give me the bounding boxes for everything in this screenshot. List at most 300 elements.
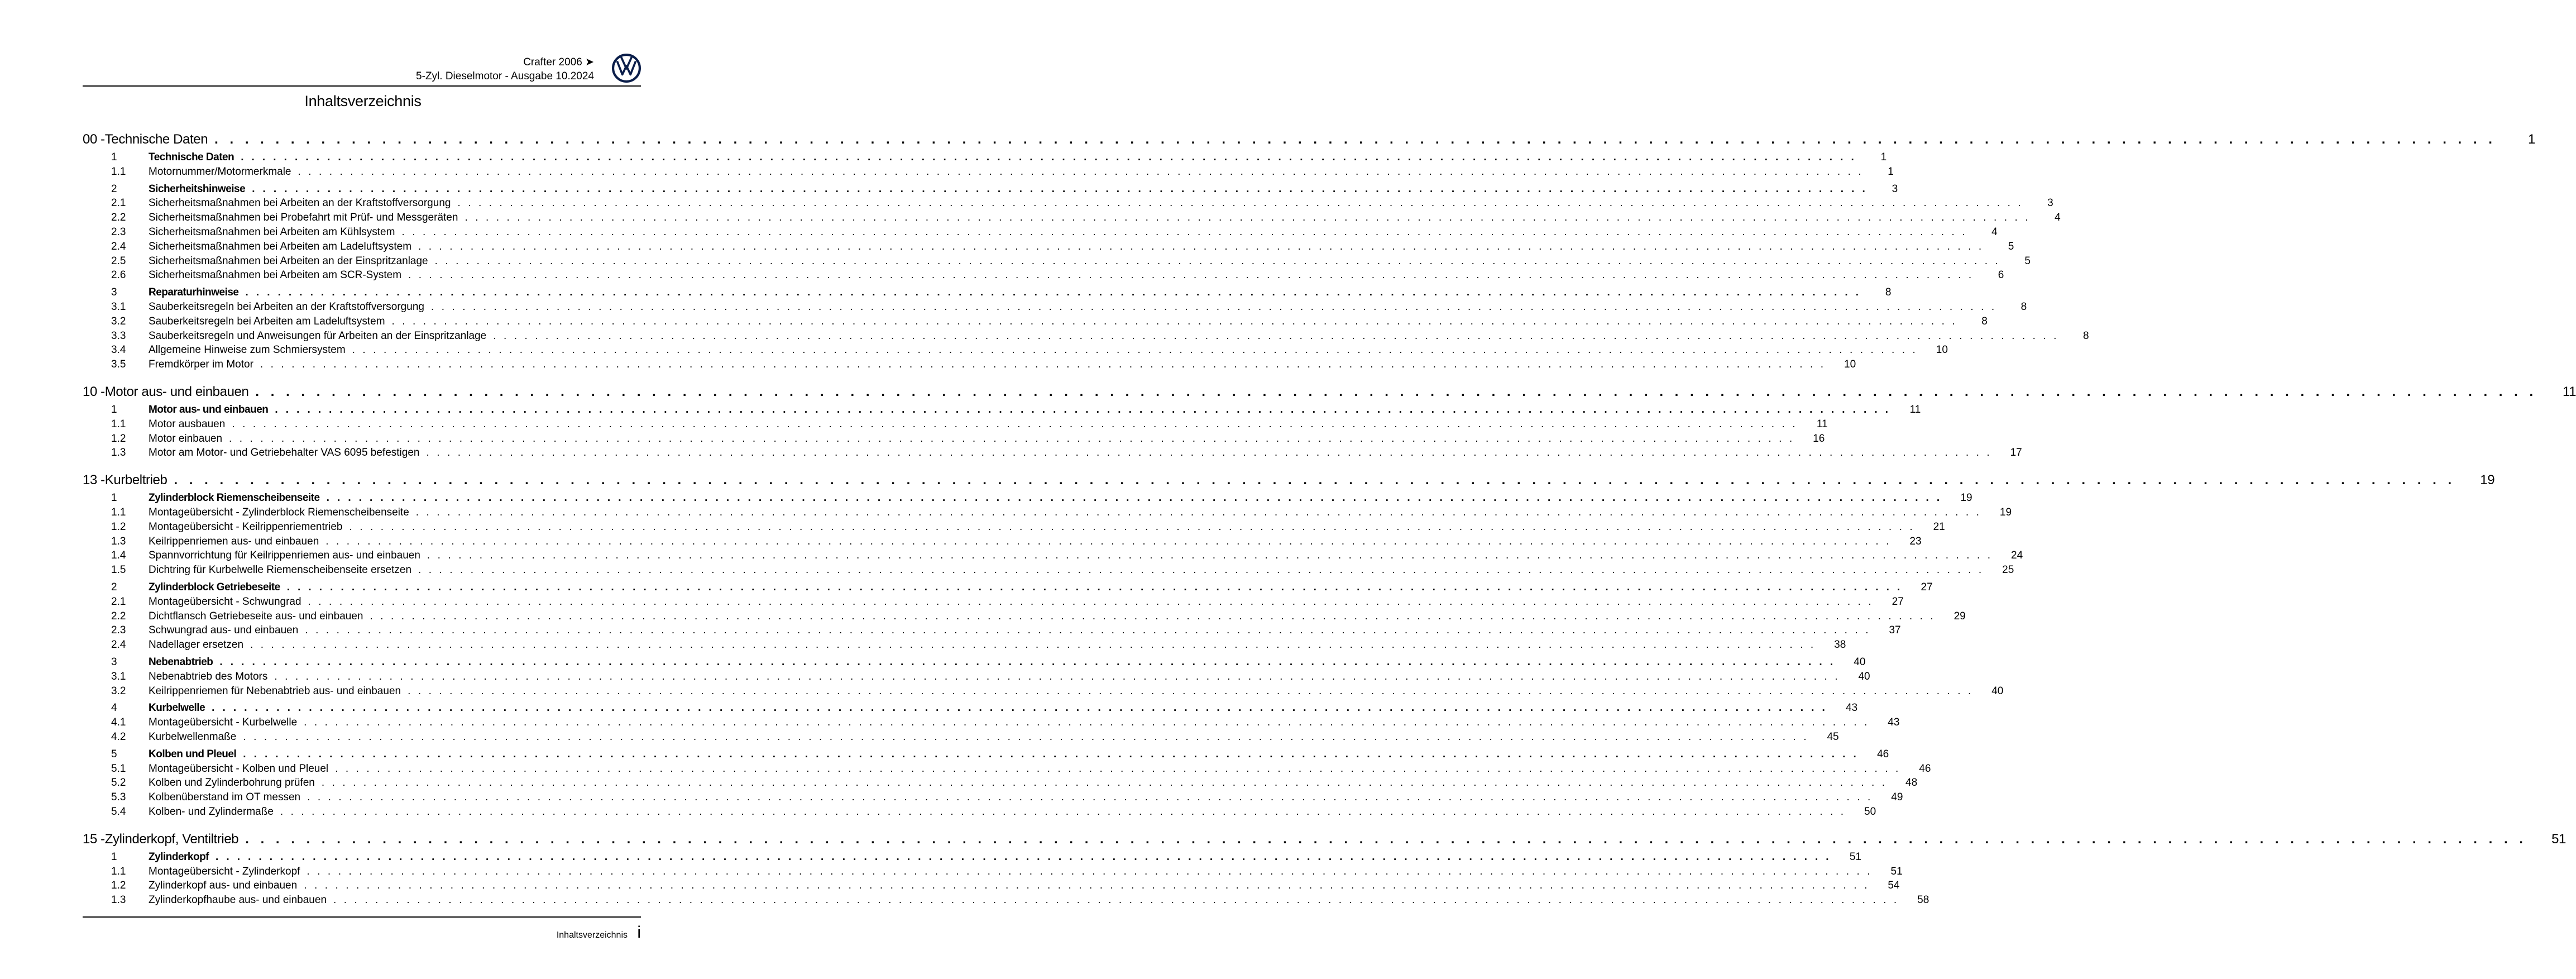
toc-entry-title: Keilrippenriemen aus- und einbauen xyxy=(149,535,319,547)
toc-entry-page: 45 xyxy=(1827,731,1839,743)
toc-entry-page: 23 xyxy=(1909,535,1922,547)
toc-entry-sub[interactable] xyxy=(83,610,1966,623)
toc-entry-number: 1.1 xyxy=(111,418,126,430)
dot-leader: . . . . . . . . . . . . . . . . . . . . . . . . . . . . . . . . . . . . . . . . . . . . . . . . . . . . . . . . . . . . . . . . . . . . . . . . . . . . . . . . . . . . . . . . . . . . . . . . . . . . . . . . . . . . . . . . . . . . . . . . . . . . . . . . . . . . . . . . . . . . . . . . . . . . . . xyxy=(274,670,1840,682)
toc-entry-title: Montageübersicht - Zylinderblock Riemenscheibenseite xyxy=(149,507,409,518)
toc-entry-label xyxy=(83,404,268,416)
toc-entry-chapter[interactable] xyxy=(83,384,2576,400)
toc-entry-title: Dichtflansch Getriebeseite aus- und einbauen xyxy=(149,610,363,622)
toc-entry-number: 1.3 xyxy=(111,447,126,459)
toc-entry-sub[interactable] xyxy=(83,762,1931,775)
toc-entry-page: 40 xyxy=(1858,670,1870,682)
toc-entry-page: 46 xyxy=(1877,748,1889,760)
toc-entry-page: 6 xyxy=(1998,269,2004,281)
toc-entry-page: 21 xyxy=(1933,520,1945,533)
toc-entry-title: Zylinderkopfhaube aus- und einbauen xyxy=(149,894,327,906)
toc-entry-chapter[interactable] xyxy=(83,132,2535,147)
toc-entry-page: 54 xyxy=(1888,880,1900,892)
toc-entry-title: Motor aus- und einbauen xyxy=(149,404,269,416)
toc-entry-sub[interactable] xyxy=(83,507,2012,519)
toc-entry-sub[interactable] xyxy=(83,447,2022,459)
toc-entry-page: 43 xyxy=(1845,702,1858,714)
toc-title: Inhaltsverzeichnis xyxy=(304,93,422,109)
toc-entry-number: 2.4 xyxy=(111,639,126,651)
toc-entry-label xyxy=(83,806,274,818)
toc-entry-title: Motor aus- und einbauen xyxy=(104,384,249,399)
toc-entry-label xyxy=(83,384,248,400)
dot-leader: . . . . . . . . . . . . . . . . . . . . . . . . . . . . . . . . . . . . . . . . . . . . . . . . . . . . . . . . . . . . . . . . . . . . . . . . . . . . . . . . . . . . . . . . . . . . . . . . . . . . . . . . . . . . . . . . . . . . . . . . . . . . . . . . . . . . . . . . . . . . . . . . . . . . . . xyxy=(275,404,1891,416)
toc-entry-number: 1.3 xyxy=(111,894,126,906)
toc-entry-sub[interactable] xyxy=(83,731,1839,743)
toc-entry-section[interactable] xyxy=(83,581,1933,594)
toc-entry-number: 3.2 xyxy=(111,315,126,327)
toc-entry-number: 1.3 xyxy=(111,535,126,547)
toc-entry-section[interactable] xyxy=(83,656,1866,668)
toc-entry-page: 29 xyxy=(1953,610,1966,622)
toc-entry-page: 11 xyxy=(1909,404,1921,416)
toc-entry-chapter[interactable] xyxy=(83,472,2495,488)
dot-leader: . . . . . . . . . . . . . . . . . . . . . . . . . . . . . . . . . . . . . . . . . . . . . . . . . . . . . . . . . . . . . . . . . . . . . . . . . . . . . . . . . . . . . . . . . . . . . . . . . . . . . . . . . . . . . . . . . . . . . . . . . . . . . . . . . . . . . . . . . . . . . . . . . . . . . . xyxy=(298,165,1864,178)
toc-entry-page: 8 xyxy=(2020,301,2027,313)
toc-entry-title: Kurbelwellenmaße xyxy=(149,731,237,743)
dot-leader: . . . . . . . . . . . . . . . . . . . . . . . . . . . . . . . . . . . . . . . . . . . . . . . . . . . . . . . . . . . . . . . . . . . . . . . . . . . . . . . . . . . . . . . . . . . . . . . . . . . . . . . . . . . . . . . . . . . . . . . . . . . . . . . . . . . . . . . . . . . . . . . . . . . . . . xyxy=(232,418,1798,430)
toc-entry-number: 5.1 xyxy=(111,762,126,775)
toc-entry-label xyxy=(83,212,458,224)
toc-entry-title: Montageübersicht - Keilrippenriementrieb xyxy=(149,520,343,533)
toc-entry-number: 3.2 xyxy=(111,685,126,697)
toc-entry-page: 38 xyxy=(1834,639,1846,651)
toc-entry-label xyxy=(83,702,205,714)
toc-entry-title: Sauberkeitsregeln und Anweisungen für Arbeiten an der Einspritzanlage xyxy=(149,329,487,342)
toc-entry-label xyxy=(83,433,222,445)
toc-entry-page: 16 xyxy=(1813,432,1825,445)
toc-entry-label xyxy=(83,717,297,729)
toc-entry-sub[interactable] xyxy=(83,165,1894,178)
toc-entry-page: 19 xyxy=(2480,472,2495,488)
toc-entry-page: 8 xyxy=(2082,329,2089,342)
toc-entry-title: Kolbenüberstand im OT messen xyxy=(149,791,301,804)
toc-entry-number: 1.4 xyxy=(111,550,126,562)
toc-entry-title: Spannvorrichtung für Keilrippenriemen aus- und einbauen xyxy=(149,550,420,562)
toc-entry-label xyxy=(83,255,428,268)
toc-entry-section[interactable] xyxy=(83,183,1898,195)
toc-entry-label xyxy=(83,226,395,238)
toc-entry-number: 1 xyxy=(111,404,117,416)
toc-entry-label xyxy=(83,550,420,562)
page-number: i xyxy=(637,923,641,942)
toc-entry-number: 00 - xyxy=(83,132,105,147)
toc-entry-number: 3.5 xyxy=(111,359,126,371)
toc-entry-number: 4.1 xyxy=(111,717,126,729)
dot-leader: . . . . . . . . . . . . . . . . . . . . . . . . . . . . . . . . . . . . . . . . . . . . . . . . . . . . . . . . . . . . . . . . . . . . . . . . . . . . . . . . . . . . . . . . . . . . . . . . . . . . . . . . . . . . . . . . . . . . . . . . . . . . . . . . . . . . . . . . . . . . . . . . . . . . . . xyxy=(418,240,1984,252)
toc-entry-label xyxy=(83,359,253,371)
dot-leader: . . . . . . . . . . . . . . . . . . . . . . . . . . . . . . . . . . . . . . . . . . . . . . . . . . . . . . . . . . . . . . . . . . . . . . . . . . . . . . . . . . . . . . . . . . . . . . . . . . . . . . . . . . . . . . . . . . . . . . . . . . . . . . . . . . . . . . . . . . . . . . . . . . . . . . xyxy=(391,315,1957,327)
toc-entry-page: 4 xyxy=(1991,226,1998,238)
toc-entry-label xyxy=(83,472,167,488)
toc-entry-label xyxy=(83,894,327,906)
toc-entry-label xyxy=(83,748,236,761)
toc-entry-page: 1 xyxy=(1888,165,1894,178)
toc-entry-number: 4 xyxy=(111,702,117,714)
footer-label: Inhaltsverzeichnis xyxy=(556,930,628,940)
toc-entry-title: Schwungrad aus- und einbauen xyxy=(149,624,299,637)
toc-entry-label xyxy=(83,624,298,637)
toc-entry-page: 51 xyxy=(1849,851,1861,863)
toc-entry-sub[interactable] xyxy=(83,301,2027,313)
toc-entry-label xyxy=(83,197,451,209)
toc-entry-section[interactable] xyxy=(83,748,1889,761)
toc-entry-number: 1.1 xyxy=(111,165,126,178)
toc-entry-number: 1.2 xyxy=(111,432,126,445)
toc-entry-sub[interactable] xyxy=(83,564,2014,576)
toc-entry-page: 10 xyxy=(1844,359,1856,371)
toc-entry-title: Sauberkeitsregeln bei Arbeiten am Ladeluftsystem xyxy=(149,315,385,327)
toc-entry-title: Sicherheitshinweise xyxy=(149,183,246,195)
toc-entry-number: 3.1 xyxy=(111,301,126,313)
toc-entry-sub[interactable] xyxy=(83,670,1870,683)
toc-entry-title: Motor einbauen xyxy=(149,432,223,445)
toc-entry-title: Zylinderkopf aus- und einbauen xyxy=(149,880,298,892)
dot-leader: . . . . . . . . . . . . . . . . . . . . . . . . . . . . . . . . . . . . . . . . . . . . . . . . . . . . . . . . . . . . . . . . . . . . . . . . . . . . . . . . . . . . . . . . . . . . . . . . . . . . . . . . . . . . . . . . . . . . . . . . . . . . . . . . . . . . . . . . . . . . . . . . . . . . . . xyxy=(325,535,1892,547)
toc-entry-page: 37 xyxy=(1889,624,1901,637)
dot-leader: . . . . . . . . . . . . . . . . . . . . . . . . . . . . . . . . . . . . . . . . . . . . . . . . . . . . . . . . . . . . . . . . . . . . . . . . . . . . . . . . . . . . . . . . . . . . . . . . . . . . . . . . . . . . . . . . . . . . . . . . . . . . . . . . . . . . . . . . . . . . . . . . . . . . . . xyxy=(321,777,1888,789)
toc-entry-number: 2.6 xyxy=(111,269,126,281)
toc-entry-label xyxy=(83,536,319,548)
toc-entry-number: 3.3 xyxy=(111,329,126,342)
toc-entry-label xyxy=(83,685,401,698)
toc-entry-number: 3.1 xyxy=(111,670,126,682)
toc-entry-page: 19 xyxy=(1999,507,2012,518)
toc-entry-sub[interactable] xyxy=(83,197,2053,209)
toc-entry-page: 8 xyxy=(1885,286,1892,299)
dot-leader: . . . . . . . . . . . . . . . . . . . . . . . . . . . . . . . . . . . . . . . . . . . . . . . . . . . . . . . . . . . . . . . . . . . . . . . . . . . . . . . . . . . . . . . . . . . . . . . . . . . . . . . . . . . . . . . . . . . . . . . . . . . . . . . . . . . . . . . . . . . . . . . . . . . . . . xyxy=(174,472,2456,488)
toc-entry-sub[interactable] xyxy=(83,226,1998,238)
toc-entry-number: 1 xyxy=(111,851,117,863)
toc-entry-title: Sicherheitsmaßnahmen bei Arbeiten am Kühlsystem xyxy=(149,226,395,238)
toc-entry-page: 4 xyxy=(2055,212,2061,224)
toc-entry-sub[interactable] xyxy=(83,806,1876,818)
toc-entry-title: Allgemeine Hinweise zum Schmiersystem xyxy=(149,344,346,356)
toc-entry-number: 2.2 xyxy=(111,212,126,224)
toc-entry-sub[interactable] xyxy=(83,212,2061,224)
toc-entry-number: 1.1 xyxy=(111,507,126,518)
dot-leader: . . . . . . . . . . . . . . . . . . . . . . . . . . . . . . . . . . . . . . . . . . . . . . . . . . . . . . . . . . . . . . . . . . . . . . . . . . . . . . . . . . . . . . . . . . . . . . . . . . . . . . . . . . . . . . . . . . . . . . . . . . . . . . . . . . . . . . . . . . . . . . . . . . . . . . xyxy=(408,685,1974,697)
toc-entry-number: 15 - xyxy=(83,831,105,847)
toc-entry-page: 1 xyxy=(2527,132,2535,147)
toc-entry-section[interactable] xyxy=(83,851,1861,863)
toc-entry-title: Sicherheitsmaßnahmen bei Arbeiten an der Kraftstoffversorgung xyxy=(149,197,451,209)
dot-leader: . . . . . . . . . . . . . . . . . . . . . . . . . . . . . . . . . . . . . . . . . . . . . . . . . . . . . . . . . . . . . . . . . . . . . . . . . . . . . . . . . . . . . . . . . . . . . . . . . . . . . . . . . . . . . . . . . . . . . . . . . . . . . . . . . . . . . . . . . . . . . . . . . . . . . . xyxy=(260,359,1826,371)
toc-entry-page: 48 xyxy=(1905,777,1918,789)
toc-entry-label xyxy=(83,166,291,178)
dot-leader: . . . . . . . . . . . . . . . . . . . . . . . . . . . . . . . . . . . . . . . . . . . . . . . . . . . . . . . . . . . . . . . . . . . . . . . . . . . . . . . . . . . . . . . . . . . . . . . . . . . . . . . . . . . . . . . . . . . . . . . . . . . . . . . . . . . . . . . . . . . . . . . . . . . . . . xyxy=(427,550,1993,562)
toc-entry-label xyxy=(83,596,301,608)
toc-entry-page: 5 xyxy=(2008,240,2014,252)
dot-leader: . . . . . . . . . . . . . . . . . . . . . . . . . . . . . . . . . . . . . . . . . . . . . . . . . . . . . . . . . . . . . . . . . . . . . . . . . . . . . . . . . . . . . . . . . . . . . . . . . . . . . . . . . . . . . . . . . . . . . . . . . . . . . . . . . . . . . . . . . . . . . . . . . . . . . . xyxy=(286,581,1903,593)
toc-entry-sub[interactable] xyxy=(83,894,1929,906)
vehicle-model: Crafter 2006 ➤ xyxy=(523,56,594,68)
toc-entry-title: Technische Daten xyxy=(104,132,208,147)
toc-entry-label xyxy=(83,791,300,804)
dot-leader: . . . . . . . . . . . . . . . . . . . . . . . . . . . . . . . . . . . . . . . . . . . . . . . . . . . . . . . . . . . . . . . . . . . . . . . . . . . . . . . . . . . . . . . . . . . . . . . . . . . . . . . . . . . . . . . . . . . . . . . . . . . . . . . . . . . . . . . . . . . . . . . . . . . . . . xyxy=(430,301,1997,313)
toc-entry-section[interactable] xyxy=(83,404,1921,416)
toc-entry-label xyxy=(83,269,401,281)
toc-entry-number: 1.1 xyxy=(111,865,126,877)
dot-leader: . . . . . . . . . . . . . . . . . . . . . . . . . . . . . . . . . . . . . . . . . . . . . . . . . . . . . . . . . . . . . . . . . . . . . . . . . . . . . . . . . . . . . . . . . . . . . . . . . . . . . . . . . . . . . . . . . . . . . . . . . . . . . . . . . . . . . . . . . . . . . . . . . . . . . . xyxy=(333,894,1899,906)
toc-entry-label xyxy=(83,316,385,328)
toc-entry-sub[interactable] xyxy=(83,865,1903,878)
toc-entry-sub[interactable] xyxy=(83,344,1948,356)
toc-entry-page: 46 xyxy=(1919,762,1931,775)
toc-entry-sub[interactable] xyxy=(83,624,1901,637)
toc-entry-section[interactable] xyxy=(83,151,1887,164)
toc-entry-label xyxy=(83,581,280,594)
toc-entry-number: 5.2 xyxy=(111,777,126,789)
toc-entry-title: Nebenabtrieb xyxy=(149,656,213,668)
toc-entry-label xyxy=(83,132,208,147)
toc-entry-title: Kolben und Pleuel xyxy=(149,748,237,760)
dot-leader: . . . . . . . . . . . . . . . . . . . . . . . . . . . . . . . . . . . . . . . . . . . . . . . . . . . . . . . . . . . . . . . . . . . . . . . . . . . . . . . . . . . . . . . . . . . . . . . . . . . . . . . . . . . . . . . . . . . . . . . . . . . . . . . . . . . . . . . . . . . . . . . . . . . . . . xyxy=(418,564,1984,576)
dot-leader: . . . . . . . . . . . . . . . . . . . . . . . . . . . . . . . . . . . . . . . . . . . . . . . . . . . . . . . . . . . . . . . . . . . . . . . . . . . . . . . . . . . . . . . . . . . . . . . . . . . . . . . . . . . . . . . . . . . . . . . . . . . . . . . . . . . . . . . . . . . . . . . . . . . . . . xyxy=(307,791,1873,804)
toc-entry-page: 3 xyxy=(2047,197,2053,209)
toc-entry-title: Montageübersicht - Kurbelwelle xyxy=(149,717,298,729)
dot-leader: . . . . . . . . . . . . . . . . . . . . . . . . . . . . . . . . . . . . . . . . . . . . . . . . . . . . . . . . . . . . . . . . . . . . . . . . . . . . . . . . . . . . . . . . . . . . . . . . . . . . . . . . . . . . . . . . . . . . . . . . . . . . . . . . . . . . . . . . . . . . . . . . . . . . . . xyxy=(243,731,1809,743)
toc-entry-number: 3 xyxy=(111,656,117,668)
toc-entry-sub[interactable] xyxy=(83,595,1904,608)
toc-entry-title: Kolben und Zylinderbohrung prüfen xyxy=(149,777,315,789)
toc-entry-label xyxy=(83,183,245,195)
toc-entry-number: 2 xyxy=(111,183,117,195)
toc-entry-title: Sicherheitsmaßnahmen bei Probefahrt mit Prüf- und Messgeräten xyxy=(149,212,458,224)
toc-entry-sub[interactable] xyxy=(83,520,1945,533)
toc-entry-number: 1.2 xyxy=(111,520,126,533)
dot-leader: . . . . . . . . . . . . . . . . . . . . . . . . . . . . . . . . . . . . . . . . . . . . . . . . . . . . . . . . . . . . . . . . . . . . . . . . . . . . . . . . . . . . . . . . . . . . . . . . . . . . . . . . . . . . . . . . . . . . . . . . . . . . . . . . . . . . . . . . . . . . . . . . . . . . . . xyxy=(245,286,1861,299)
toc-entry-label xyxy=(83,564,411,576)
toc-entry-label xyxy=(83,151,234,164)
toc-entry-title: Sicherheitsmaßnahmen bei Arbeiten an der Einspritzanlage xyxy=(149,255,428,267)
dot-leader: . . . . . . . . . . . . . . . . . . . . . . . . . . . . . . . . . . . . . . . . . . . . . . . . . . . . . . . . . . . . . . . . . . . . . . . . . . . . . . . . . . . . . . . . . . . . . . . . . . . . . . . . . . . . . . . . . . . . . . . . . . . . . . . . . . . . . . . . . . . . . . . . . . . . . . xyxy=(305,624,1871,637)
toc-entry-sub[interactable] xyxy=(83,329,2089,342)
toc-entry-page: 5 xyxy=(2024,255,2031,267)
toc-entry-number: 1.2 xyxy=(111,880,126,892)
toc-entry-number: 2.2 xyxy=(111,610,126,622)
toc-entry-page: 50 xyxy=(1864,806,1876,818)
toc-entry-page: 40 xyxy=(1991,685,2004,697)
toc-entry-page: 27 xyxy=(1921,581,1933,593)
toc-entry-page: 11 xyxy=(1816,418,1828,430)
toc-entry-label xyxy=(83,241,411,253)
dot-leader: . . . . . . . . . . . . . . . . . . . . . . . . . . . . . . . . . . . . . . . . . . . . . . . . . . . . . . . . . . . . . . . . . . . . . . . . . . . . . . . . . . . . . . . . . . . . . . . . . . . . . . . . . . . . . . . . . . . . . . . . . . . . . . . . . . . . . . . . . . . . . . . . . . . . . . xyxy=(401,226,1967,238)
toc-entry-number: 10 - xyxy=(83,384,105,399)
toc-entry-number: 2.3 xyxy=(111,624,126,637)
toc-entry-page: 51 xyxy=(2551,831,2566,847)
toc-entry-page: 24 xyxy=(2011,550,2023,562)
toc-entry-title: Kurbeltrieb xyxy=(104,472,167,488)
toc-entry-page: 8 xyxy=(1981,315,1988,327)
toc-entry-sub[interactable] xyxy=(83,639,1846,651)
toc-entry-page: 51 xyxy=(1890,865,1903,877)
toc-entry-title: Zylinderkopf, Ventiltrieb xyxy=(104,831,239,847)
toc-entry-number: 5.3 xyxy=(111,791,126,804)
toc-entry-page: 43 xyxy=(1888,717,1900,729)
dot-leader: . . . . . . . . . . . . . . . . . . . . . . . . . . . . . . . . . . . . . . . . . . . . . . . . . . . . . . . . . . . . . . . . . . . . . . . . . . . . . . . . . . . . . . . . . . . . . . . . . . . . . . . . . . . . . . . . . . . . . . . . . . . . . . . . . . . . . . . . . . . . . . . . . . . . . . xyxy=(280,806,1846,818)
dot-leader: . . . . . . . . . . . . . . . . . . . . . . . . . . . . . . . . . . . . . . . . . . . . . . . . . . . . . . . . . . . . . . . . . . . . . . . . . . . . . . . . . . . . . . . . . . . . . . . . . . . . . . . . . . . . . . . . . . . . . . . . . . . . . . . . . . . . . . . . . . . . . . . . . . . . . . xyxy=(241,151,1857,163)
toc-entry-sub[interactable] xyxy=(83,359,1856,371)
toc-entry-title: Keilrippenriemen für Nebenabtrieb aus- und einbauen xyxy=(149,685,401,697)
toc-entry-sub[interactable] xyxy=(83,685,2004,698)
toc-entry-title: Motor am Motor- und Getriebehalter VAS 6095 befestigen xyxy=(149,447,420,459)
dot-leader: . . . . . . . . . . . . . . . . . . . . . . . . . . . . . . . . . . . . . . . . . . . . . . . . . . . . . . . . . . . . . . . . . . . . . . . . . . . . . . . . . . . . . . . . . . . . . . . . . . . . . . . . . . . . . . . . . . . . . . . . . . . . . . . . . . . . . . . . . . . . . . . . . . . . . . xyxy=(245,831,2527,847)
toc-entry-title: Kolben- und Zylindermaße xyxy=(149,806,274,818)
toc-entry-title: Motor ausbauen xyxy=(149,418,226,430)
dot-leader: . . . . . . . . . . . . . . . . . . . . . . . . . . . . . . . . . . . . . . . . . . . . . . . . . . . . . . . . . . . . . . . . . . . . . . . . . . . . . . . . . . . . . . . . . . . . . . . . . . . . . . . . . . . . . . . . . . . . . . . . . . . . . . . . . . . . . . . . . . . . . . . . . . . . . . xyxy=(243,748,1859,760)
toc-entry-label xyxy=(83,610,363,623)
dot-leader: . . . . . . . . . . . . . . . . . . . . . . . . . . . . . . . . . . . . . . . . . . . . . . . . . . . . . . . . . . . . . . . . . . . . . . . . . . . . . . . . . . . . . . . . . . . . . . . . . . . . . . . . . . . . . . . . . . . . . . . . . . . . . . . . . . . . . . . . . . . . . . . . . . . . . . xyxy=(304,880,1870,892)
dot-leader: . . . . . . . . . . . . . . . . . . . . . . . . . . . . . . . . . . . . . . . . . . . . . . . . . . . . . . . . . . . . . . . . . . . . . . . . . . . . . . . . . . . . . . . . . . . . . . . . . . . . . . . . . . . . . . . . . . . . . . . . . . . . . . . . . . . . . . . . . . . . . . . . . . . . . . xyxy=(212,702,1828,714)
toc-entry-title: Sicherheitsmaßnahmen bei Arbeiten am SCR-System xyxy=(149,269,402,281)
toc-entry-sub[interactable] xyxy=(83,269,2004,281)
toc-entry-label xyxy=(83,507,409,519)
toc-entry-sub[interactable] xyxy=(83,418,1828,431)
toc-entry-sub[interactable] xyxy=(83,880,1900,892)
toc-entry-title: Nadellager ersetzen xyxy=(149,639,244,651)
toc-entry-label xyxy=(83,447,419,459)
toc-entry-title: Reparaturhinweise xyxy=(149,286,239,299)
page-header xyxy=(83,54,641,87)
dot-leader: . . . . . . . . . . . . . . . . . . . . . . . . . . . . . . . . . . . . . . . . . . . . . . . . . . . . . . . . . . . . . . . . . . . . . . . . . . . . . . . . . . . . . . . . . . . . . . . . . . . . . . . . . . . . . . . . . . . . . . . . . . . . . . . . . . . . . . . . . . . . . . . . . . . . . . xyxy=(493,329,2059,342)
toc-entry-title: Motornummer/Motormerkmale xyxy=(149,165,291,178)
toc-entry-number: 1.5 xyxy=(111,564,126,576)
dot-leader: . . . . . . . . . . . . . . . . . . . . . . . . . . . . . . . . . . . . . . . . . . . . . . . . . . . . . . . . . . . . . . . . . . . . . . . . . . . . . . . . . . . . . . . . . . . . . . . . . . . . . . . . . . . . . . . . . . . . . . . . . . . . . . . . . . . . . . . . . . . . . . . . . . . . . . xyxy=(408,269,1974,281)
dot-leader: . . . . . . . . . . . . . . . . . . . . . . . . . . . . . . . . . . . . . . . . . . . . . . . . . . . . . . . . . . . . . . . . . . . . . . . . . . . . . . . . . . . . . . . . . . . . . . . . . . . . . . . . . . . . . . . . . . . . . . . . . . . . . . . . . . . . . . . . . . . . . . . . . . . . . . xyxy=(304,717,1870,729)
toc-entry-number: 4.2 xyxy=(111,731,126,743)
toc-entry-label xyxy=(83,656,213,668)
toc-entry-title: Technische Daten xyxy=(149,151,234,163)
toc-entry-section[interactable] xyxy=(83,286,1892,299)
toc-entry-label xyxy=(83,418,225,431)
toc-entry-number: 1 xyxy=(111,151,117,163)
toc-entry-number: 3.4 xyxy=(111,344,126,356)
toc-entry-label xyxy=(83,521,342,533)
toc-entry-label xyxy=(83,832,238,847)
toc-entry-title: Sauberkeitsregeln bei Arbeiten an der Kraftstoffversorgung xyxy=(149,301,424,313)
toc-entry-title: Dichtring für Kurbelwelle Riemenscheibenseite ersetzen xyxy=(149,564,412,576)
toc-entry-label xyxy=(83,330,486,342)
toc-entry-label xyxy=(83,286,239,299)
toc-entry-title: Montageübersicht - Zylinderkopf xyxy=(149,865,300,877)
dot-leader: . . . . . . . . . . . . . . . . . . . . . . . . . . . . . . . . . . . . . . . . . . . . . . . . . . . . . . . . . . . . . . . . . . . . . . . . . . . . . . . . . . . . . . . . . . . . . . . . . . . . . . . . . . . . . . . . . . . . . . . . . . . . . . . . . . . . . . . . . . . . . . . . . . . . . . xyxy=(229,432,1795,445)
dot-leader: . . . . . . . . . . . . . . . . . . . . . . . . . . . . . . . . . . . . . . . . . . . . . . . . . . . . . . . . . . . . . . . . . . . . . . . . . . . . . . . . . . . . . . . . . . . . . . . . . . . . . . . . . . . . . . . . . . . . . . . . . . . . . . . . . . . . . . . . . . . . . . . . . . . . . . xyxy=(326,492,1942,504)
toc-entry-title: Montageübersicht - Schwungrad xyxy=(149,595,301,608)
toc-entry-sub[interactable] xyxy=(83,315,1988,328)
toc-entry-label xyxy=(83,671,267,683)
toc-entry-sub[interactable] xyxy=(83,432,1825,445)
dot-leader: . . . . . . . . . . . . . . . . . . . . . . . . . . . . . . . . . . . . . . . . . . . . . . . . . . . . . . . . . . . . . . . . . . . . . . . . . . . . . . . . . . . . . . . . . . . . . . . . . . . . . . . . . . . . . . . . . . . . . . . . . . . . . . . . . . . . . . . . . . . . . . . . . . . . . . xyxy=(352,344,1918,356)
toc-entry-page: 19 xyxy=(1960,492,1972,504)
toc-entry-label xyxy=(83,880,297,892)
toc-entry-title: Zylinderkopf xyxy=(149,851,209,863)
toc-entry-section[interactable] xyxy=(83,702,1858,714)
toc-entry-sub[interactable] xyxy=(83,240,2014,253)
dot-leader: . . . . . . . . . . . . . . . . . . . . . . . . . . . . . . . . . . . . . . . . . . . . . . . . . . . . . . . . . . . . . . . . . . . . . . . . . . . . . . . . . . . . . . . . . . . . . . . . . . . . . . . . . . . . . . . . . . . . . . . . . . . . . . . . . . . . . . . . . . . . . . . . . . . . . . xyxy=(255,384,2537,399)
toc-entry-page: 10 xyxy=(1936,344,1948,356)
toc-entry-page: 40 xyxy=(1854,656,1866,668)
toc-entry-sub[interactable] xyxy=(83,550,2023,562)
toc-entry-number: 3 xyxy=(111,286,117,299)
toc-entry-number: 2.1 xyxy=(111,595,126,608)
toc-entry-title: Nebenabtrieb des Motors xyxy=(149,670,268,682)
toc-entry-number: 2.4 xyxy=(111,240,126,252)
toc-entry-title: Montageübersicht - Kolben und Pleuel xyxy=(149,762,329,775)
dot-leader: . . . . . . . . . . . . . . . . . . . . . . . . . . . . . . . . . . . . . . . . . . . . . . . . . . . . . . . . . . . . . . . . . . . . . . . . . . . . . . . . . . . . . . . . . . . . . . . . . . . . . . . . . . . . . . . . . . . . . . . . . . . . . . . . . . . . . . . . . . . . . . . . . . . . . . xyxy=(252,183,1868,195)
dot-leader: . . . . . . . . . . . . . . . . . . . . . . . . . . . . . . . . . . . . . . . . . . . . . . . . . . . . . . . . . . . . . . . . . . . . . . . . . . . . . . . . . . . . . . . . . . . . . . . . . . . . . . . . . . . . . . . . . . . . . . . . . . . . . . . . . . . . . . . . . . . . . . . . . . . . . . xyxy=(434,255,2000,267)
vw-logo-icon xyxy=(612,54,641,83)
toc-entry-label xyxy=(83,777,315,789)
toc-entry-page: 25 xyxy=(2002,564,2014,576)
toc-entry-page: 1 xyxy=(1880,151,1887,163)
toc-entry-page: 27 xyxy=(1892,595,1904,608)
toc-entry-label xyxy=(83,851,209,863)
toc-entry-label xyxy=(83,639,243,651)
dot-leader: . . . . . . . . . . . . . . . . . . . . . . . . . . . . . . . . . . . . . . . . . . . . . . . . . . . . . . . . . . . . . . . . . . . . . . . . . . . . . . . . . . . . . . . . . . . . . . . . . . . . . . . . . . . . . . . . . . . . . . . . . . . . . . . . . . . . . . . . . . . . . . . . . . . . . . xyxy=(465,212,2031,224)
dot-leader: . . . . . . . . . . . . . . . . . . . . . . . . . . . . . . . . . . . . . . . . . . . . . . . . . . . . . . . . . . . . . . . . . . . . . . . . . . . . . . . . . . . . . . . . . . . . . . . . . . . . . . . . . . . . . . . . . . . . . . . . . . . . . . . . . . . . . . . . . . . . . . . . . . . . . . xyxy=(214,132,2496,147)
toc-entry-title: Zylinderblock Getriebeseite xyxy=(149,581,280,593)
document-edition: 5-Zyl. Dieselmotor - Ausgabe 10.2024 xyxy=(416,70,594,82)
toc-entry-number: 2 xyxy=(111,581,117,593)
dot-leader: . . . . . . . . . . . . . . . . . . . . . . . . . . . . . . . . . . . . . . . . . . . . . . . . . . . . . . . . . . . . . . . . . . . . . . . . . . . . . . . . . . . . . . . . . . . . . . . . . . . . . . . . . . . . . . . . . . . . . . . . . . . . . . . . . . . . . . . . . . . . . . . . . . . . . . xyxy=(335,762,1901,775)
dot-leader: . . . . . . . . . . . . . . . . . . . . . . . . . . . . . . . . . . . . . . . . . . . . . . . . . . . . . . . . . . . . . . . . . . . . . . . . . . . . . . . . . . . . . . . . . . . . . . . . . . . . . . . . . . . . . . . . . . . . . . . . . . . . . . . . . . . . . . . . . . . . . . . . . . . . . . xyxy=(308,595,1874,608)
toc-entry-label xyxy=(83,301,424,313)
dot-leader: . . . . . . . . . . . . . . . . . . . . . . . . . . . . . . . . . . . . . . . . . . . . . . . . . . . . . . . . . . . . . . . . . . . . . . . . . . . . . . . . . . . . . . . . . . . . . . . . . . . . . . . . . . . . . . . . . . . . . . . . . . . . . . . . . . . . . . . . . . . . . . . . . . . . . . xyxy=(216,851,1831,863)
dot-leader: . . . . . . . . . . . . . . . . . . . . . . . . . . . . . . . . . . . . . . . . . . . . . . . . . . . . . . . . . . . . . . . . . . . . . . . . . . . . . . . . . . . . . . . . . . . . . . . . . . . . . . . . . . . . . . . . . . . . . . . . . . . . . . . . . . . . . . . . . . . . . . . . . . . . . . xyxy=(415,507,1982,518)
dot-leader: . . . . . . . . . . . . . . . . . . . . . . . . . . . . . . . . . . . . . . . . . . . . . . . . . . . . . . . . . . . . . . . . . . . . . . . . . . . . . . . . . . . . . . . . . . . . . . . . . . . . . . . . . . . . . . . . . . . . . . . . . . . . . . . . . . . . . . . . . . . . . . . . . . . . . . xyxy=(349,520,1915,533)
toc-entry-sub[interactable] xyxy=(83,777,1918,789)
toc-entry-page: 58 xyxy=(1917,894,1929,906)
dot-leader: . . . . . . . . . . . . . . . . . . . . . . . . . . . . . . . . . . . . . . . . . . . . . . . . . . . . . . . . . . . . . . . . . . . . . . . . . . . . . . . . . . . . . . . . . . . . . . . . . . . . . . . . . . . . . . . . . . . . . . . . . . . . . . . . . . . . . . . . . . . . . . . . . . . . . . xyxy=(307,865,1873,877)
dot-leader: . . . . . . . . . . . . . . . . . . . . . . . . . . . . . . . . . . . . . . . . . . . . . . . . . . . . . . . . . . . . . . . . . . . . . . . . . . . . . . . . . . . . . . . . . . . . . . . . . . . . . . . . . . . . . . . . . . . . . . . . . . . . . . . . . . . . . . . . . . . . . . . . . . . . . . xyxy=(250,639,1816,651)
dot-leader: . . . . . . . . . . . . . . . . . . . . . . . . . . . . . . . . . . . . . . . . . . . . . . . . . . . . . . . . . . . . . . . . . . . . . . . . . . . . . . . . . . . . . . . . . . . . . . . . . . . . . . . . . . . . . . . . . . . . . . . . . . . . . . . . . . . . . . . . . . . . . . . . . . . . . . xyxy=(219,656,1836,668)
toc-entry-number: 2.5 xyxy=(111,255,126,267)
toc-entry-number: 2.1 xyxy=(111,197,126,209)
toc-entry-page: 17 xyxy=(2010,447,2022,459)
toc-entry-label xyxy=(83,866,300,878)
toc-entry-chapter[interactable] xyxy=(83,831,2566,847)
toc-entry-sub[interactable] xyxy=(83,255,2031,268)
toc-entry-title: Fremdkörper im Motor xyxy=(149,359,253,371)
dot-leader: . . . . . . . . . . . . . . . . . . . . . . . . . . . . . . . . . . . . . . . . . . . . . . . . . . . . . . . . . . . . . . . . . . . . . . . . . . . . . . . . . . . . . . . . . . . . . . . . . . . . . . . . . . . . . . . . . . . . . . . . . . . . . . . . . . . . . . . . . . . . . . . . . . . . . . xyxy=(426,447,1992,459)
toc-entry-label xyxy=(83,731,236,743)
toc-entry-sub[interactable] xyxy=(83,535,1922,548)
toc-entry-sub[interactable] xyxy=(83,717,1900,729)
toc-entry-number: 5.4 xyxy=(111,806,126,818)
dot-leader: . . . . . . . . . . . . . . . . . . . . . . . . . . . . . . . . . . . . . . . . . . . . . . . . . . . . . . . . . . . . . . . . . . . . . . . . . . . . . . . . . . . . . . . . . . . . . . . . . . . . . . . . . . . . . . . . . . . . . . . . . . . . . . . . . . . . . . . . . . . . . . . . . . . . . . xyxy=(457,197,2023,209)
toc-entry-number: 2.3 xyxy=(111,226,126,238)
toc-entry-label xyxy=(83,492,320,504)
dot-leader: . . . . . . . . . . . . . . . . . . . . . . . . . . . . . . . . . . . . . . . . . . . . . . . . . . . . . . . . . . . . . . . . . . . . . . . . . . . . . . . . . . . . . . . . . . . . . . . . . . . . . . . . . . . . . . . . . . . . . . . . . . . . . . . . . . . . . . . . . . . . . . . . . . . . . . xyxy=(370,610,1936,622)
toc-entry-number: 5 xyxy=(111,748,117,760)
toc-entry-page: 3 xyxy=(1892,183,1898,195)
toc-entry-section[interactable] xyxy=(83,492,1972,504)
toc-entry-sub[interactable] xyxy=(83,791,1903,804)
toc-entry-title: Sicherheitsmaßnahmen bei Arbeiten am Ladeluftsystem xyxy=(149,240,412,252)
toc-entry-page: 11 xyxy=(2563,384,2576,399)
toc-entry-number: 1 xyxy=(111,492,117,504)
toc-entry-label xyxy=(83,763,328,775)
toc-entry-label xyxy=(83,344,346,356)
toc-entry-title: Kurbelwelle xyxy=(149,702,205,714)
page-footer xyxy=(83,916,641,942)
toc-entry-page: 49 xyxy=(1891,791,1903,804)
